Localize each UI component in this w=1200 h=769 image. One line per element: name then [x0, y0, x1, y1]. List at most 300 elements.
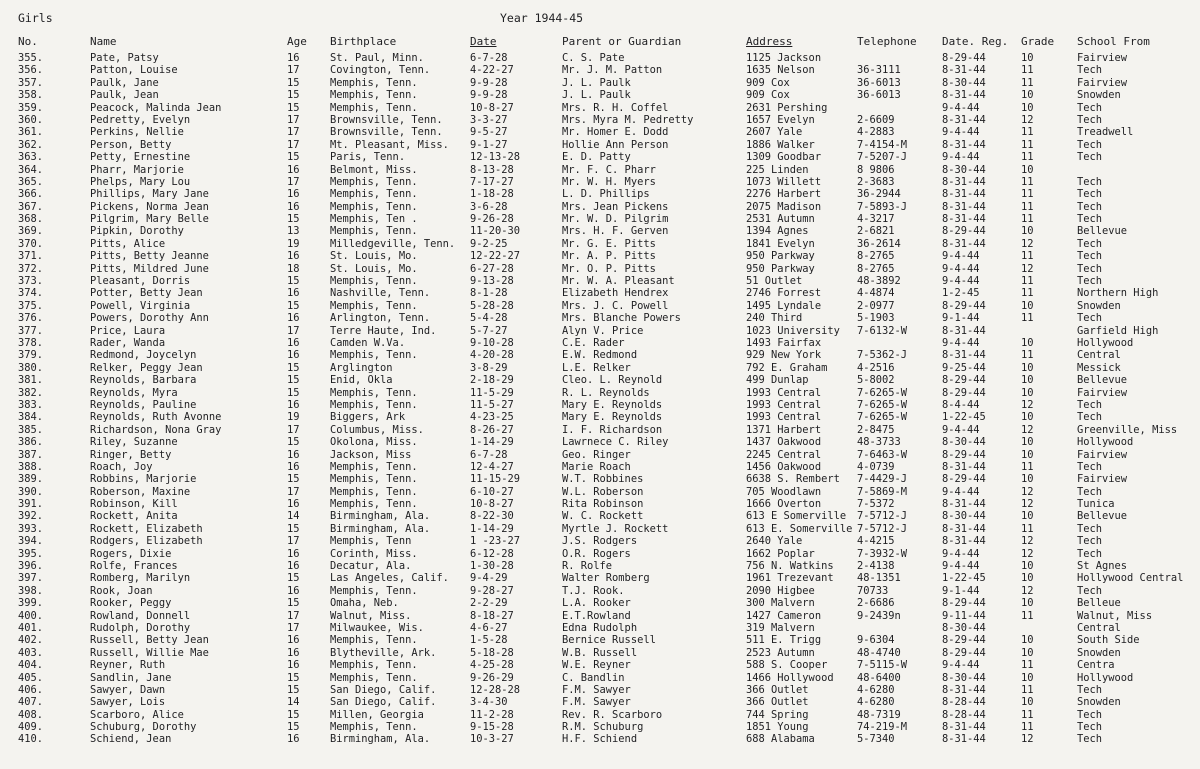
student-name: Relker, Peggy Jean [90, 361, 203, 374]
row-no: 366. [18, 188, 44, 201]
birthplace: Memphis, Tenn. [330, 76, 418, 89]
birth-date: 5-18-28 [470, 646, 514, 659]
school-from: Greenville, Miss [1077, 423, 1178, 436]
birth-date: 9-13-28 [470, 275, 514, 288]
parent-guardian: Mrs. R. H. Coffel [562, 101, 669, 114]
address: 2276 Harbert [746, 188, 822, 201]
birthplace: Decatur, Ala. [330, 560, 412, 573]
school-from: Tech [1077, 411, 1103, 424]
row-no: 385. [18, 423, 44, 436]
address: 2245 Central [746, 448, 822, 461]
date-registered: 8-28-44 [942, 696, 986, 709]
address: 1437 Oakwood [746, 436, 822, 449]
birth-date: 11-20-30 [470, 225, 521, 238]
birthplace: Belmont, Miss. [330, 163, 418, 176]
table-row [0, 733, 1200, 745]
address: 511 E. Trigg [746, 634, 822, 647]
address: 950 Parkway [746, 250, 815, 263]
telephone: 48-3892 [857, 275, 901, 288]
address: 1886 Walker [746, 138, 815, 151]
row-no: 355. [18, 52, 44, 64]
grade: 12 [1021, 535, 1034, 548]
column-header-school-from: School From [1077, 35, 1150, 48]
table-row [0, 374, 1200, 386]
date-registered: 1-22-45 [942, 411, 986, 424]
age: 16 [287, 188, 300, 201]
address: 613 E. Somerville [746, 522, 853, 535]
birth-date: 9-9-28 [470, 76, 508, 89]
age: 16 [287, 634, 300, 647]
telephone: 4-6280 [857, 696, 895, 709]
birthplace: Memphis, Tenn. [330, 89, 418, 102]
school-from: Fairview [1077, 76, 1128, 89]
student-name: Sandlin, Jane [90, 671, 172, 684]
birthplace: Memphis, Tenn. [330, 386, 418, 399]
row-no: 389. [18, 473, 44, 486]
date-registered: 8-31-44 [942, 237, 986, 250]
student-name: Redmond, Joycelyn [90, 349, 197, 362]
parent-guardian: C. S. Pate [562, 52, 625, 64]
telephone: 7-5362-J [857, 349, 908, 362]
telephone: 2-8475 [857, 423, 895, 436]
row-no: 359. [18, 101, 44, 114]
row-no: 397. [18, 572, 44, 585]
birth-date: 4-23-25 [470, 411, 514, 424]
telephone: 7-4154-M [857, 138, 908, 151]
school-from: Hollywood [1077, 671, 1134, 684]
parent-guardian: Myrtle J. Rockett [562, 522, 669, 535]
birthplace: San Diego, Calif. [330, 696, 437, 709]
birth-date: 3-4-30 [470, 696, 508, 709]
table-row [0, 250, 1200, 262]
date-registered: 8-30-44 [942, 436, 986, 449]
date-registered: 9-4-44 [942, 336, 980, 349]
telephone: 8-2765 [857, 250, 895, 263]
grade: 11 [1021, 126, 1034, 139]
parent-guardian: Mr. W. A. Pleasant [562, 275, 675, 288]
student-name: Rolfe, Frances [90, 560, 178, 573]
birth-date: 8-1-28 [470, 287, 508, 300]
row-no: 374. [18, 287, 44, 300]
age: 15 [287, 374, 300, 387]
student-name: Richardson, Nona Gray [90, 423, 222, 436]
parent-guardian: Mr. W. D. Pilgrim [562, 213, 669, 226]
address: 1466 Hollywood [746, 671, 834, 684]
parent-guardian: F.M. Sawyer [562, 696, 631, 709]
birthplace: St. Louis, Mo. [330, 262, 418, 275]
parent-guardian: H.F. Schiend [562, 733, 638, 746]
date-registered: 8-31-44 [942, 535, 986, 548]
birthplace: Walnut, Miss. [330, 609, 412, 622]
student-name: Rockett, Elizabeth [90, 522, 203, 535]
school-from: Fairview [1077, 386, 1128, 399]
address: 688 Alabama [746, 733, 815, 746]
date-registered: 9-4-44 [942, 423, 980, 436]
table-row [0, 287, 1200, 299]
table-row [0, 424, 1200, 436]
student-name: Phelps, Mary Lou [90, 175, 191, 188]
age: 17 [287, 113, 300, 126]
parent-guardian: W.E. Reyner [562, 659, 631, 672]
row-no: 362. [18, 138, 44, 151]
grade: 10 [1021, 52, 1034, 64]
birth-date: 12-13-28 [470, 151, 521, 164]
birth-date: 10-8-27 [470, 101, 514, 114]
date-registered: 9-4-44 [942, 560, 980, 573]
row-no: 383. [18, 398, 44, 411]
birthplace: Memphis, Tenn. [330, 275, 418, 288]
grade: 10 [1021, 336, 1034, 349]
address: 1841 Evelyn [746, 237, 815, 250]
parent-guardian: Geo. Ringer [562, 448, 631, 461]
date-registered: 9-25-44 [942, 361, 986, 374]
address: 51 Outlet [746, 275, 803, 288]
date-registered: 8-28-44 [942, 708, 986, 721]
student-name: Robbins, Marjorie [90, 473, 197, 486]
date-registered: 8-29-44 [942, 646, 986, 659]
address: 319 Malvern [746, 621, 815, 634]
student-name: Russell, Willie Mae [90, 646, 209, 659]
grade: 11 [1021, 609, 1034, 622]
student-name: Pleasant, Dorris [90, 275, 191, 288]
parent-guardian: F.M. Sawyer [562, 683, 631, 696]
school-from: Tech [1077, 64, 1103, 77]
grade: 12 [1021, 398, 1034, 411]
telephone: 2-3683 [857, 175, 895, 188]
row-no: 382. [18, 386, 44, 399]
birthplace: Birmingham, Ala. [330, 522, 431, 535]
birthplace: Camden W.Va. [330, 336, 406, 349]
parent-guardian: Hollie Ann Person [562, 138, 669, 151]
grade: 10 [1021, 448, 1034, 461]
birth-date: 1-18-28 [470, 188, 514, 201]
parent-guardian: Mrs. Jean Pickens [562, 200, 669, 213]
grade: 11 [1021, 460, 1034, 473]
table-row [0, 325, 1200, 337]
birth-date: 9-4-29 [470, 572, 508, 585]
table-row [0, 709, 1200, 721]
row-no: 356. [18, 64, 44, 77]
table-row [0, 77, 1200, 89]
student-name: Patton, Louise [90, 64, 178, 77]
date-registered: 8-29-44 [942, 448, 986, 461]
age: 16 [287, 287, 300, 300]
table-row [0, 597, 1200, 609]
date-registered: 8-30-44 [942, 76, 986, 89]
table-row [0, 721, 1200, 733]
birthplace: Memphis, Tenn. [330, 175, 418, 188]
grade: 10 [1021, 386, 1034, 399]
parent-guardian: Alyn V. Price [562, 324, 644, 337]
birthplace: St. Louis, Mo. [330, 250, 418, 263]
telephone: 7-5712-J [857, 510, 908, 523]
table-row [0, 52, 1200, 64]
birth-date: 9-10-28 [470, 336, 514, 349]
student-name: Reynolds, Myra [90, 386, 178, 399]
age: 15 [287, 213, 300, 226]
birthplace: Birmingham, Ala. [330, 510, 431, 523]
birthplace: Covington, Tenn. [330, 64, 431, 77]
column-header-address: Address [746, 35, 793, 48]
student-name: Sawyer, Dawn [90, 683, 166, 696]
school-from: Hollywood Central [1077, 572, 1184, 585]
school-from: Tech [1077, 708, 1103, 721]
table-row [0, 510, 1200, 522]
table-row [0, 696, 1200, 708]
birth-date: 6-7-28 [470, 52, 508, 64]
birthplace: Memphis, Tenn. [330, 225, 418, 238]
student-name: Powers, Dorothy Ann [90, 312, 209, 325]
birth-date: 9-26-28 [470, 213, 514, 226]
school-from: Tech [1077, 101, 1103, 114]
row-no: 370. [18, 237, 44, 250]
date-registered: 8-31-44 [942, 188, 986, 201]
school-from: Snowden [1077, 696, 1121, 709]
school-from: Tech [1077, 683, 1103, 696]
telephone: 2-6609 [857, 113, 895, 126]
age: 16 [287, 250, 300, 263]
table-row [0, 225, 1200, 237]
parent-guardian: C. Bandlin [562, 671, 625, 684]
address: 1662 Poplar [746, 547, 815, 560]
telephone: 48-3733 [857, 436, 901, 449]
parent-guardian: Marie Roach [562, 460, 631, 473]
birth-date: 3-8-29 [470, 361, 508, 374]
grade: 11 [1021, 64, 1034, 77]
telephone: 48-7319 [857, 708, 901, 721]
parent-guardian: Mr. A. P. Pitts [562, 250, 656, 263]
telephone: 48-4740 [857, 646, 901, 659]
column-header-parent: Parent or Guardian [562, 35, 682, 48]
date-registered: 8-29-44 [942, 299, 986, 312]
table-row [0, 498, 1200, 510]
school-from: Walnut, Miss [1077, 609, 1153, 622]
age: 15 [287, 299, 300, 312]
row-no: 378. [18, 336, 44, 349]
telephone: 4-4874 [857, 287, 895, 300]
date-registered: 9-4-44 [942, 250, 980, 263]
birthplace: Memphis, Tenn. [330, 584, 418, 597]
birthplace: Memphis, Tenn. [330, 634, 418, 647]
telephone: 7-6265-W [857, 386, 908, 399]
date-registered: 8-31-44 [942, 460, 986, 473]
school-from: South Side [1077, 634, 1140, 647]
age: 16 [287, 163, 300, 176]
table-row [0, 188, 1200, 200]
row-no: 408. [18, 708, 44, 721]
date-registered: 8-31-44 [942, 522, 986, 535]
student-name: Roberson, Maxine [90, 485, 191, 498]
birth-date: 9-5-27 [470, 126, 508, 139]
row-no: 410. [18, 733, 44, 746]
address: 499 Dunlap [746, 374, 809, 387]
row-no: 375. [18, 299, 44, 312]
age: 15 [287, 436, 300, 449]
birth-date: 1-14-29 [470, 436, 514, 449]
birthplace: Memphis, Tenn. [330, 485, 418, 498]
school-from: Tech [1077, 262, 1103, 275]
age: 17 [287, 175, 300, 188]
telephone: 2-0977 [857, 299, 895, 312]
row-no: 357. [18, 76, 44, 89]
parent-guardian: J. L. Paulk [562, 76, 631, 89]
grade: 10 [1021, 411, 1034, 424]
address: 1993 Central [746, 411, 822, 424]
age: 15 [287, 522, 300, 535]
row-no: 386. [18, 436, 44, 449]
address: 1371 Harbert [746, 423, 822, 436]
address: 2607 Yale [746, 126, 803, 139]
school-from: Tech [1077, 721, 1103, 734]
date-registered: 9-4-44 [942, 126, 980, 139]
birth-date: 10-3-27 [470, 733, 514, 746]
age: 16 [287, 312, 300, 325]
parent-guardian: I. F. Richardson [562, 423, 663, 436]
table-row [0, 102, 1200, 114]
date-registered: 8-29-44 [942, 634, 986, 647]
age: 17 [287, 126, 300, 139]
row-no: 406. [18, 683, 44, 696]
student-name: Price, Laura [90, 324, 166, 337]
age: 16 [287, 547, 300, 560]
row-no: 392. [18, 510, 44, 523]
telephone: 7-5115-W [857, 659, 908, 672]
row-no: 398. [18, 584, 44, 597]
grade: 11 [1021, 76, 1034, 89]
date-registered: 9-4-44 [942, 659, 980, 672]
grade: 11 [1021, 213, 1034, 226]
student-table-body [0, 52, 1200, 746]
school-from: Tech [1077, 175, 1103, 188]
table-row [0, 164, 1200, 176]
school-from: Fairview [1077, 473, 1128, 486]
birthplace: Memphis, Tenn. [330, 101, 418, 114]
row-no: 361. [18, 126, 44, 139]
table-row [0, 684, 1200, 696]
grade: 11 [1021, 349, 1034, 362]
birthplace: Mt. Pleasant, Miss. [330, 138, 449, 151]
grade: 12 [1021, 584, 1034, 597]
age: 16 [287, 659, 300, 672]
table-row [0, 461, 1200, 473]
age: 16 [287, 498, 300, 511]
birthplace: Memphis, Tenn. [330, 398, 418, 411]
age: 16 [287, 646, 300, 659]
age: 16 [287, 733, 300, 746]
birth-date: 11-2-28 [470, 708, 514, 721]
student-name: Robinson, Kill [90, 498, 178, 511]
date-registered: 8-31-44 [942, 138, 986, 151]
birthplace: Memphis, Tenn. [330, 498, 418, 511]
row-no: 391. [18, 498, 44, 511]
school-from: Fairview [1077, 448, 1128, 461]
age: 16 [287, 336, 300, 349]
telephone: 2-6686 [857, 597, 895, 610]
age: 13 [287, 225, 300, 238]
parent-guardian: E.T.Rowland [562, 609, 631, 622]
age: 16 [287, 460, 300, 473]
age: 16 [287, 560, 300, 573]
birth-date: 8-18-27 [470, 609, 514, 622]
row-no: 369. [18, 225, 44, 238]
parent-guardian: E. D. Patty [562, 151, 631, 164]
age: 17 [287, 485, 300, 498]
grade: 12 [1021, 423, 1034, 436]
parent-guardian: Rev. R. Scarboro [562, 708, 663, 721]
parent-guardian: R. L. Reynolds [562, 386, 650, 399]
grade: 10 [1021, 473, 1034, 486]
row-no: 376. [18, 312, 44, 325]
age: 17 [287, 138, 300, 151]
age: 15 [287, 597, 300, 610]
school-from: Tech [1077, 200, 1103, 213]
school-from: Tech [1077, 733, 1103, 746]
table-row [0, 572, 1200, 584]
age: 15 [287, 473, 300, 486]
row-no: 393. [18, 522, 44, 535]
grade: 10 [1021, 163, 1034, 176]
telephone: 7-5207-J [857, 151, 908, 164]
student-name: Ringer, Betty [90, 448, 172, 461]
parent-guardian: Mr. W. H. Myers [562, 175, 656, 188]
birthplace: Milledgeville, Tenn. [330, 237, 456, 250]
row-no: 384. [18, 411, 44, 424]
date-registered: 8-4-44 [942, 398, 980, 411]
birthplace: Jackson, Miss [330, 448, 412, 461]
age: 17 [287, 324, 300, 337]
address: 909 Cox [746, 89, 790, 102]
birth-date: 4-22-27 [470, 64, 514, 77]
birthplace: Enid, Okla [330, 374, 393, 387]
table-row [0, 634, 1200, 646]
address: 1456 Oakwood [746, 460, 822, 473]
birthplace: Arlington, Tenn. [330, 312, 431, 325]
address: 1495 Lyndale [746, 299, 822, 312]
row-no: 390. [18, 485, 44, 498]
address: 1635 Nelson [746, 64, 815, 77]
telephone: 7-6265-W [857, 411, 908, 424]
school-from: Central [1077, 349, 1121, 362]
parent-guardian: Mary E. Reynolds [562, 398, 663, 411]
table-row [0, 535, 1200, 547]
date-registered: 9-1-44 [942, 584, 980, 597]
table-row [0, 176, 1200, 188]
student-name: Pitts, Betty Jeanne [90, 250, 209, 263]
row-no: 372. [18, 262, 44, 275]
date-registered: 8-29-44 [942, 386, 986, 399]
table-row [0, 523, 1200, 535]
date-registered: 9-4-44 [942, 485, 980, 498]
row-no: 402. [18, 634, 44, 647]
parent-guardian: L.A. Rooker [562, 597, 631, 610]
grade: 10 [1021, 646, 1034, 659]
table-row [0, 312, 1200, 324]
table-row [0, 436, 1200, 448]
telephone: 8 9806 [857, 163, 895, 176]
grade: 11 [1021, 138, 1034, 151]
table-row [0, 449, 1200, 461]
birthplace: Millen, Georgia [330, 708, 424, 721]
address: 2531 Autumn [746, 213, 815, 226]
parent-guardian: Mr. O. P. Pitts [562, 262, 656, 275]
address: 1023 University [746, 324, 840, 337]
age: 15 [287, 151, 300, 164]
table-row [0, 560, 1200, 572]
school-from: Tunica [1077, 498, 1115, 511]
row-no: 387. [18, 448, 44, 461]
table-row [0, 64, 1200, 76]
birthplace: Terre Haute, Ind. [330, 324, 437, 337]
